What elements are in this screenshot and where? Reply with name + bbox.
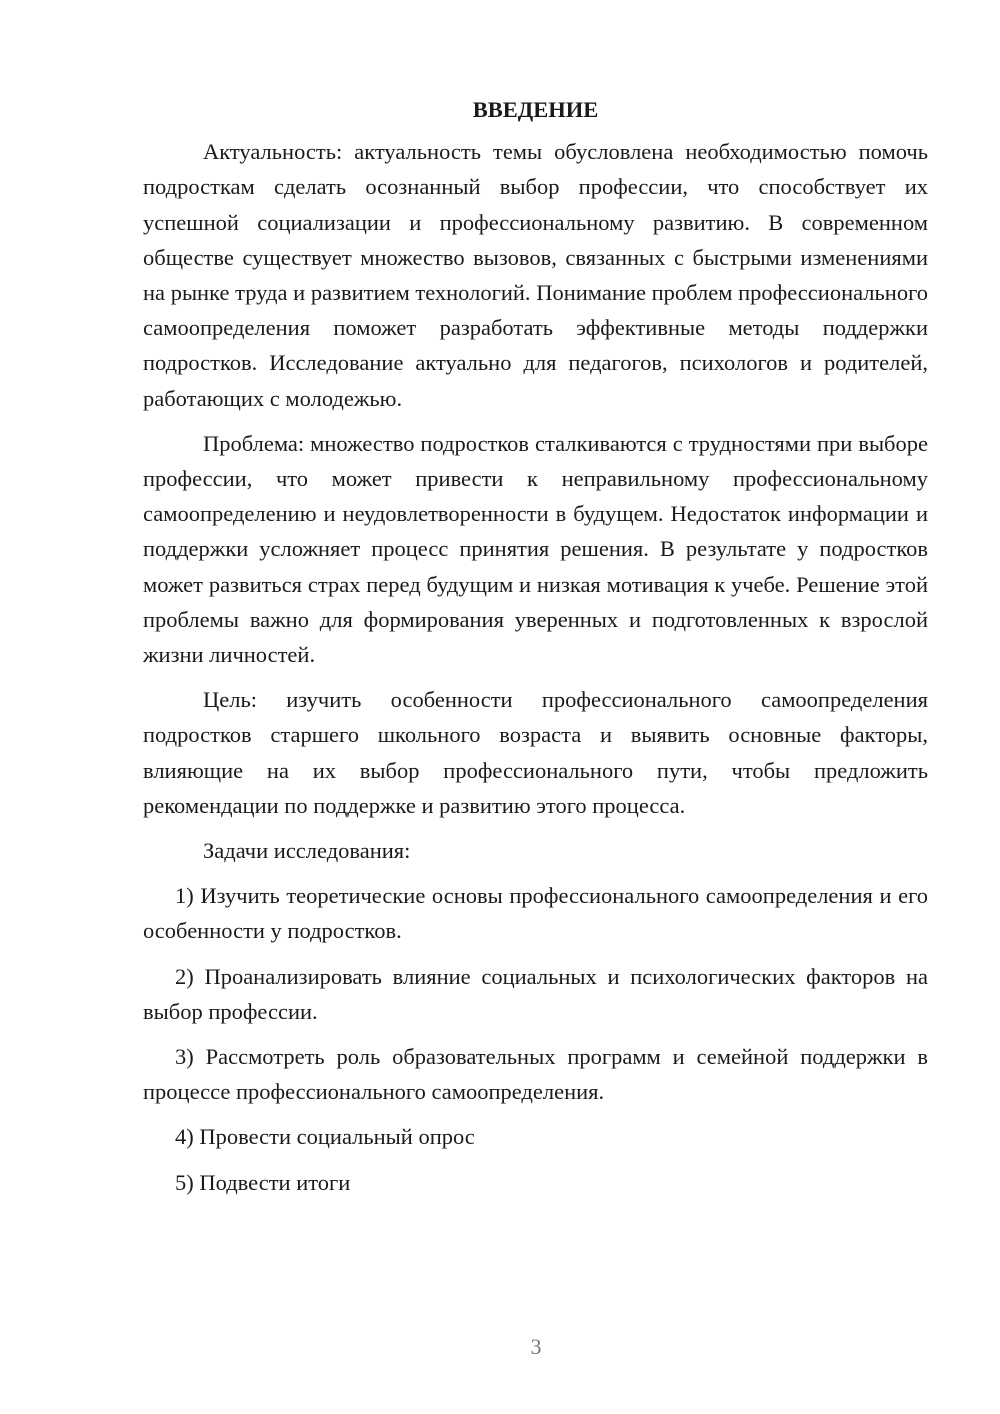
task-item-1: 1) Изучить теоретические основы профессионального самоопределения и его особенности у подростков. [143, 883, 928, 944]
task-item-4: 4) Провести социальный опрос [175, 1124, 475, 1150]
relevance-paragraph: Актуальность: актуальность темы обусловлена необходимостью помочь подросткам сделать осознанный выбор профессии, что способствует их успешной социализации и профессиональному развитию. В современном обществе существует множество вызовов, связанных с быстрыми изменениями на рынке труда и развитием технологий. Понимание проблем профессионального самоопределения поможет разработать эффективные методы поддержки подростков. Исследование актуально для педагогов, психологов и родителей, работающих с молодежью. [143, 139, 928, 411]
page-title: ВВЕДЕНИЕ [472, 97, 599, 122]
tasks-heading: Задачи исследования: [203, 838, 411, 864]
page-number: 3 [530, 1334, 542, 1359]
page-content [143, 92, 928, 1210]
task-item-2: 2) Проанализировать влияние социальных и психологических факторов на выбор профессии. [143, 963, 928, 1024]
goal-paragraph: Цель: изучить особенности профессионального самоопределения подростков старшего школьного возраста и выявить основные факторы, влияющие на их выбор профессионального пути, чтобы предложить рекомендации по поддержке и развитию этого процесса. [143, 687, 928, 818]
problem-paragraph: Проблема: множество подростков сталкиваются с трудностями при выборе профессии, что может привести к неправильному профессиональному самоопределению и неудовлетворенности в будущем. Недостаток информации и поддержки усложняет процесс принятия решения. В результате у подростков может развиться страх перед будущим и низкая мотивация к учебе. Решение этой проблемы важно для формирования уверенных и подготовленных к взрослой жизни личностей. [143, 430, 928, 668]
task-item-3: 3) Рассмотреть роль образовательных программ и семейной поддержки в процессе профессионального самоопределения. [143, 1044, 928, 1105]
task-item-5: 5) Подвести итоги [175, 1169, 351, 1195]
